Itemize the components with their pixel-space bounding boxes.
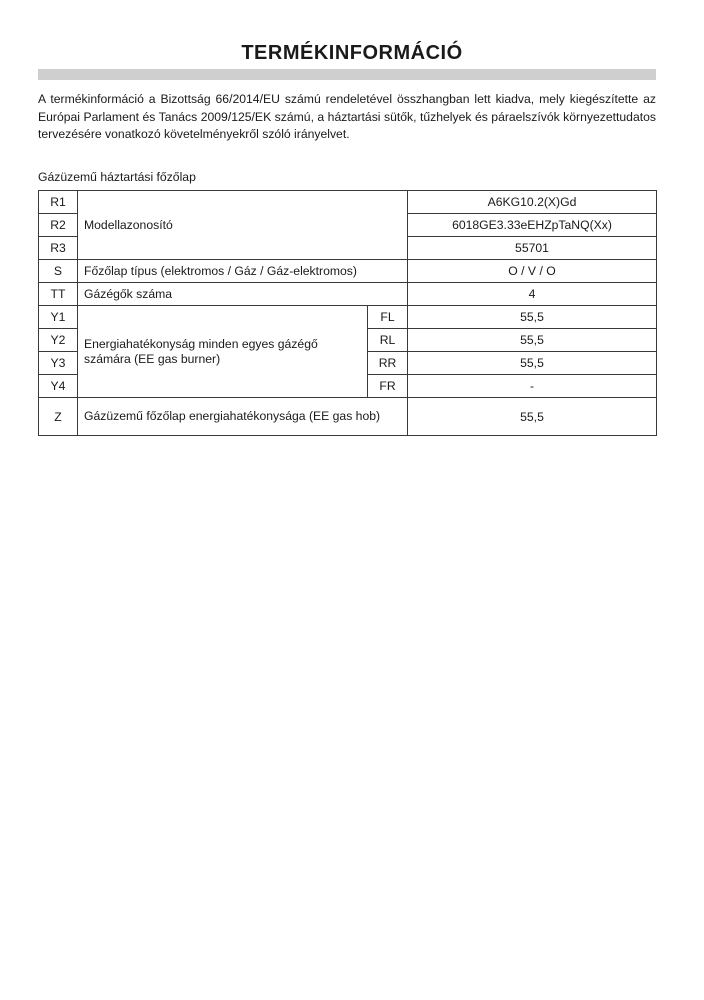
burner-position: FR bbox=[368, 375, 408, 398]
row-code: TT bbox=[39, 283, 78, 306]
row-value: A6KG10.2(X)Gd bbox=[408, 191, 657, 214]
table-row-s bbox=[39, 260, 657, 283]
page-title: TERMÉKINFORMÁCIÓ bbox=[241, 42, 463, 64]
row-label: Gázégők száma bbox=[78, 283, 408, 306]
model-id-label: Modellazonosító bbox=[78, 191, 408, 260]
row-value: 55,5 bbox=[408, 329, 657, 352]
row-code: Y2 bbox=[39, 329, 78, 352]
row-code: Y1 bbox=[39, 306, 78, 329]
table-row-y1 bbox=[39, 306, 657, 329]
row-code: Z bbox=[39, 398, 78, 436]
row-code: R1 bbox=[39, 191, 78, 214]
burner-position: RR bbox=[368, 352, 408, 375]
product-info-table bbox=[38, 190, 657, 436]
burner-position: FL bbox=[368, 306, 408, 329]
table-row-tt bbox=[39, 283, 657, 306]
row-code: R3 bbox=[39, 237, 78, 260]
row-code: Y4 bbox=[39, 375, 78, 398]
burner-position: RL bbox=[368, 329, 408, 352]
table-caption: Gázüzemű háztartási főzőlap bbox=[38, 170, 196, 184]
burner-efficiency-label: Energiahatékonyság minden egyes gázégő számára (EE gas burner) bbox=[78, 306, 368, 398]
row-value: 4 bbox=[408, 283, 657, 306]
row-label: Főzőlap típus (elektromos / Gáz / Gáz-elektromos) bbox=[78, 260, 408, 283]
row-value: 55701 bbox=[408, 237, 657, 260]
row-value: 55,5 bbox=[408, 306, 657, 329]
row-label: Gázüzemű főzőlap energiahatékonysága (EE gas hob) bbox=[78, 398, 408, 436]
row-value: 6018GE3.33eEHZpTaNQ(Xx) bbox=[408, 214, 657, 237]
intro-paragraph: A termékinformáció a Bizottság 66/2014/EU számú rendeletével összhangban lett kiadva, mely kiegészítette az Európai Parlament és Tanács 2009/125/EK számú, a háztartási sütők, tűzhelyek és páraelszívók környezettudatos tervezésére vonatkozó követelményekről szóló irányelvet. bbox=[38, 92, 656, 141]
row-value: - bbox=[408, 375, 657, 398]
row-code: S bbox=[39, 260, 78, 283]
row-code: Y3 bbox=[39, 352, 78, 375]
row-value: 55,5 bbox=[408, 352, 657, 375]
row-value: O / V / O bbox=[408, 260, 657, 283]
row-code: R2 bbox=[39, 214, 78, 237]
row-value: 55,5 bbox=[408, 398, 657, 436]
table-row-r1 bbox=[39, 191, 657, 214]
table-row-z bbox=[39, 398, 657, 436]
title-divider-bar bbox=[38, 69, 656, 80]
